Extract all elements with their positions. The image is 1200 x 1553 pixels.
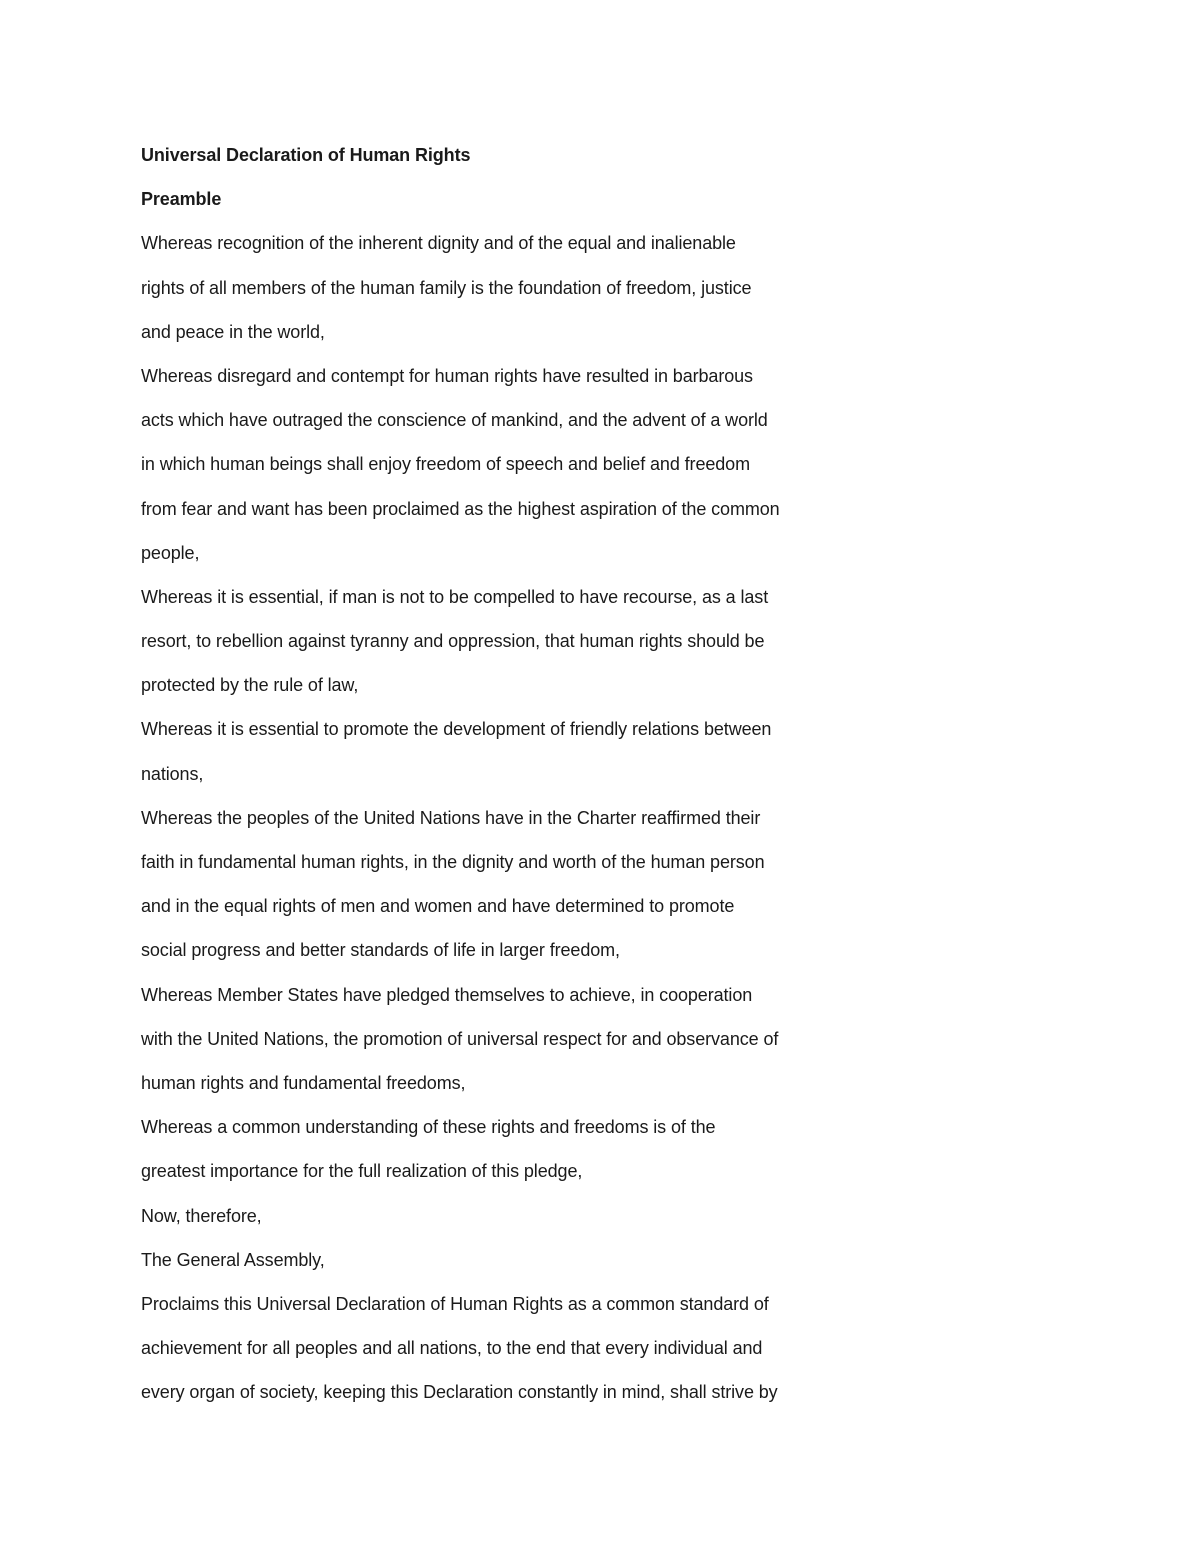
text-line: human rights and fundamental freedoms, <box>141 1072 466 1093</box>
text-line: greatest importance for the full realization of this pledge, <box>141 1161 583 1182</box>
preamble-text <box>141 221 881 1414</box>
text-line: with the United Nations, the promotion of universal respect for and observance of <box>141 1028 779 1049</box>
text-line: and peace in the world, <box>141 321 325 342</box>
text-line: Whereas the peoples of the United Nations have in the Charter reaffirmed their <box>141 807 761 828</box>
text-line: nations, <box>141 763 204 784</box>
text-line: Proclaims this Universal Declaration of Human Rights as a common standard of <box>141 1293 769 1314</box>
text-line: resort, to rebellion against tyranny and oppression, that human rights should be <box>141 631 765 652</box>
text-line: Whereas it is essential to promote the development of friendly relations between <box>141 719 772 740</box>
text-line: The General Assembly, <box>141 1249 325 1270</box>
text-line: and in the equal rights of men and women and have determined to promote <box>141 896 735 917</box>
text-line: faith in fundamental human rights, in the dignity and worth of the human person <box>141 852 765 872</box>
text-line: Now, therefore, <box>141 1205 262 1226</box>
text-line: every organ of society, keeping this Declaration constantly in mind, shall strive by <box>141 1382 778 1403</box>
text-line: Whereas disregard and contempt for human rights have resulted in barbarous <box>141 365 753 386</box>
document-body <box>141 133 881 1414</box>
text-line: in which human beings shall enjoy freedom of speech and belief and freedom <box>141 454 750 475</box>
text-line: Whereas it is essential, if man is not to be compelled to have recourse, as a last <box>141 586 769 607</box>
document-title: Universal Declaration of Human Rights <box>141 145 471 165</box>
text-line: achievement for all peoples and all nations, to the end that every individual and <box>141 1338 763 1359</box>
text-line: people, <box>141 542 200 563</box>
text-line: Whereas Member States have pledged themselves to achieve, in cooperation <box>141 984 753 1005</box>
text-line: social progress and better standards of life in larger freedom, <box>141 940 620 961</box>
section-heading: Preamble <box>141 189 222 210</box>
text-line: acts which have outraged the conscience of mankind, and the advent of a world <box>141 410 768 431</box>
text-line: rights of all members of the human family is the foundation of freedom, justice <box>141 277 752 298</box>
text-line: protected by the rule of law, <box>141 675 359 696</box>
text-line: from fear and want has been proclaimed as the highest aspiration of the common <box>141 498 780 519</box>
text-line: Whereas a common understanding of these rights and freedoms is of the <box>141 1117 716 1138</box>
text-line: Whereas recognition of the inherent dignity and of the equal and inalienable <box>141 233 736 254</box>
